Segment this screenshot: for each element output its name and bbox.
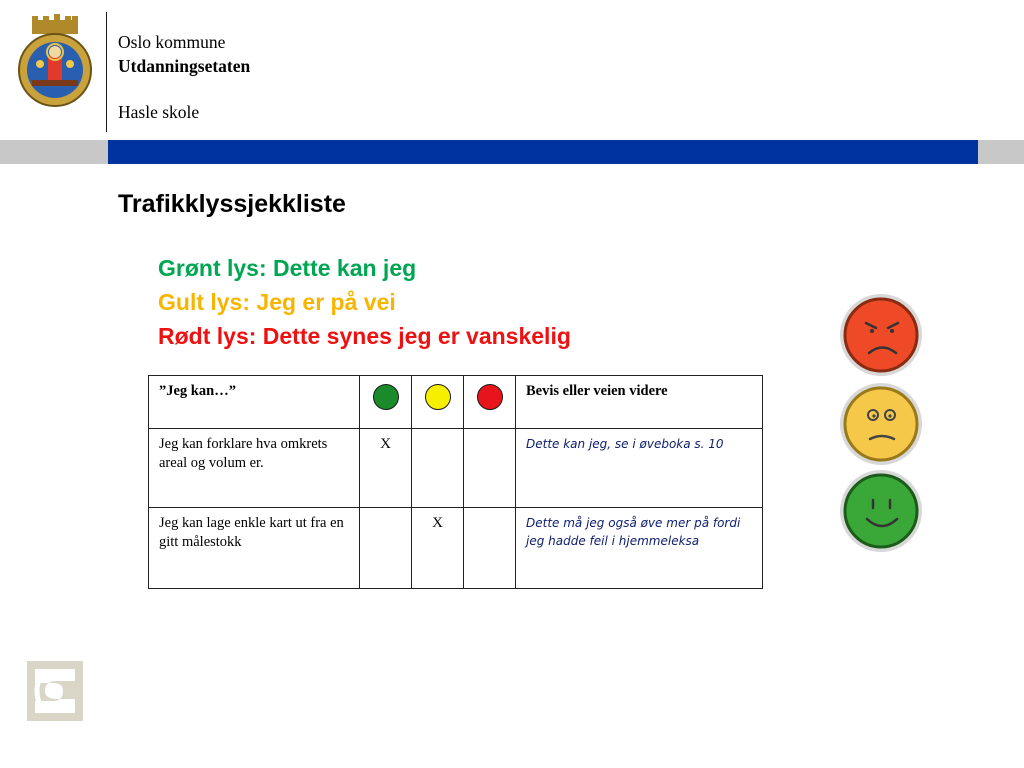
row-note: Dette kan jeg, se i øveboka s. 10 [516, 429, 763, 508]
sad-face-icon [840, 294, 922, 376]
row-green-mark [360, 508, 412, 589]
yellow-dot-icon [425, 384, 451, 410]
traffic-light-faces [838, 293, 926, 555]
row-yellow-mark: X [412, 508, 464, 589]
department-name: Utdanningsetaten [118, 56, 251, 76]
header-can: ”Jeg kan…” [149, 376, 360, 429]
row-red-mark [464, 508, 516, 589]
row-yellow-mark [412, 429, 464, 508]
row-text: Jeg kan forklare hva omkrets areal og volum er. [149, 429, 360, 508]
legend-green: Grønt lys: Dette kan jeg [158, 255, 417, 281]
red-dot-icon [477, 384, 503, 410]
oslo-coat-of-arms-icon [18, 14, 92, 112]
oslo-logo-icon [27, 661, 83, 721]
row-red-mark [464, 429, 516, 508]
header-green [360, 376, 412, 429]
row-green-mark: X [360, 429, 412, 508]
green-dot-icon [373, 384, 399, 410]
org-block [118, 30, 250, 124]
table-row [149, 429, 763, 508]
school-name: Hasle skole [118, 102, 200, 122]
row-note: Dette må jeg også øve mer på fordi jeg hadde feil i hjemmeleksa [516, 508, 763, 589]
header-divider [106, 12, 107, 132]
org-name: Oslo kommune [118, 32, 226, 52]
happy-face-icon [840, 470, 922, 552]
header-evidence: Bevis eller veien videre [516, 376, 763, 429]
row-text: Jeg kan lage enkle kart ut fra en gitt målestokk [149, 508, 360, 589]
legend-red: Rødt lys: Dette synes jeg er vanskelig [158, 323, 571, 349]
neutral-face-icon [840, 383, 922, 465]
table-header-row [149, 376, 763, 429]
page-title: Trafikklyssjekkliste [118, 190, 346, 218]
checklist-table [148, 375, 763, 589]
blue-header-bar [108, 140, 978, 164]
header-red [464, 376, 516, 429]
header-yellow [412, 376, 464, 429]
table-row [149, 508, 763, 589]
legend-yellow: Gult lys: Jeg er på vei [158, 289, 396, 315]
